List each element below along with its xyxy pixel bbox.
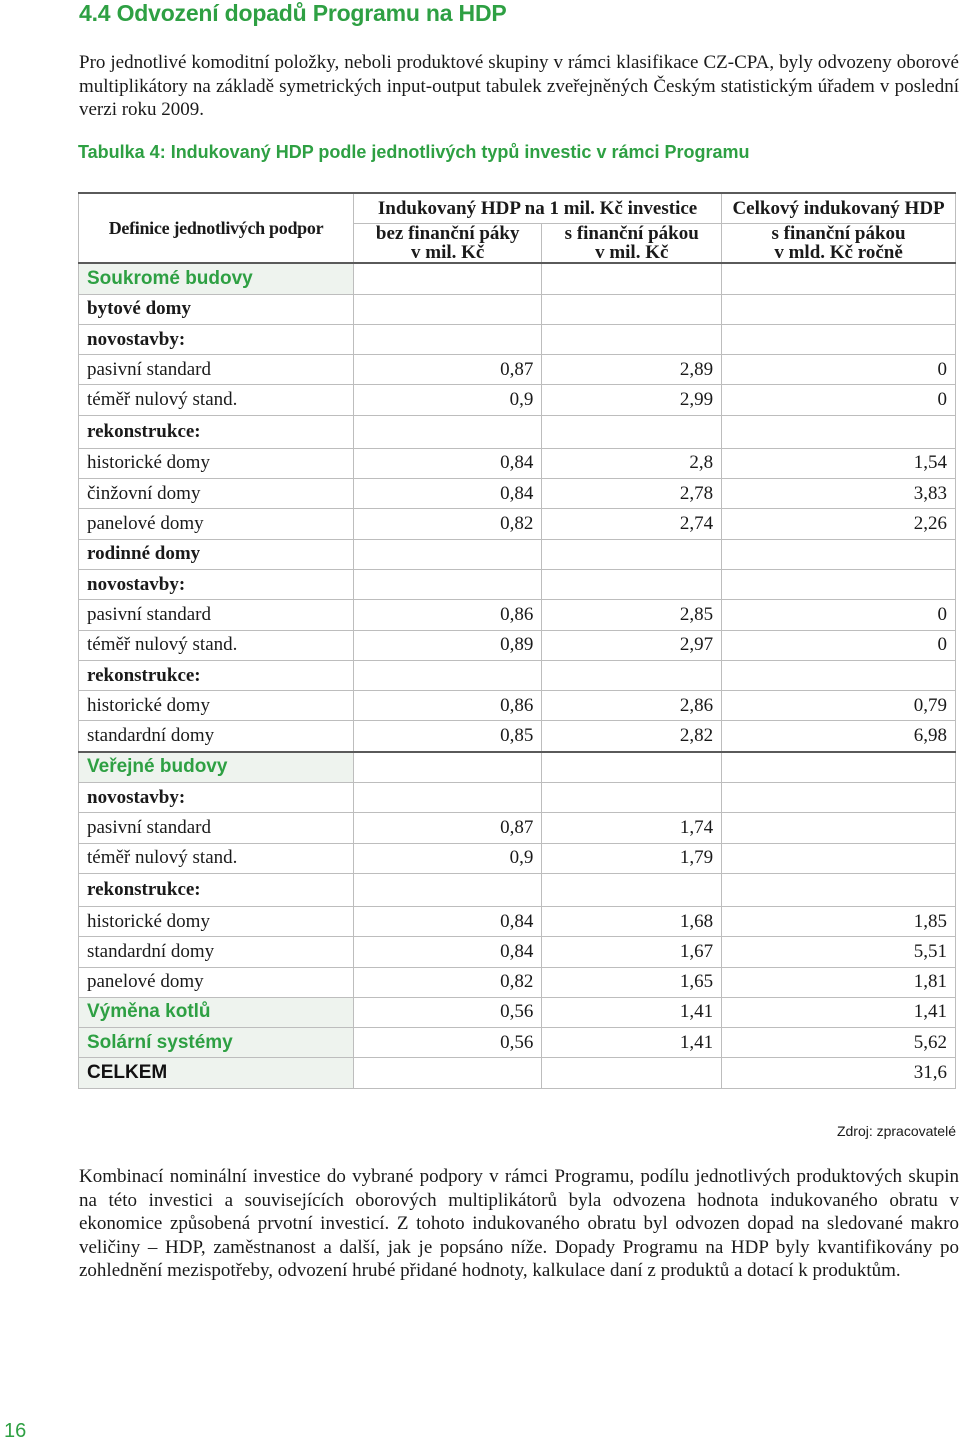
cell-b: 1,74 bbox=[542, 813, 722, 843]
cell-c: 5,62 bbox=[722, 1028, 956, 1058]
cell-c: 0 bbox=[722, 630, 956, 660]
table-row bbox=[79, 937, 956, 967]
table-row bbox=[79, 324, 956, 354]
cell-c: 6,98 bbox=[722, 721, 956, 752]
cell-c: 1,54 bbox=[722, 448, 956, 478]
cell-c: 3,83 bbox=[722, 479, 956, 509]
cell-b: 1,65 bbox=[542, 967, 722, 997]
row-label: téměř nulový stand. bbox=[79, 385, 354, 415]
cell-a: 0,56 bbox=[354, 997, 542, 1027]
row-label: panelové domy bbox=[79, 967, 354, 997]
cell-b bbox=[542, 324, 722, 354]
cell-c bbox=[722, 660, 956, 690]
row-label: Výměna kotlů bbox=[79, 997, 354, 1027]
cell-a bbox=[354, 873, 542, 906]
cell-b: 2,99 bbox=[542, 385, 722, 415]
cell-b: 1,41 bbox=[542, 997, 722, 1027]
cell-c bbox=[722, 843, 956, 873]
cell-a bbox=[354, 752, 542, 783]
cell-b bbox=[542, 873, 722, 906]
gdp-table bbox=[78, 192, 956, 1089]
cell-a: 0,84 bbox=[354, 479, 542, 509]
cell-a bbox=[354, 660, 542, 690]
cell-c bbox=[722, 569, 956, 599]
table-row bbox=[79, 630, 956, 660]
subheader-line: bez finanční páky bbox=[375, 223, 520, 245]
table-row bbox=[79, 967, 956, 997]
row-label: pasivní standard bbox=[79, 600, 354, 630]
cell-b bbox=[542, 569, 722, 599]
cell-c bbox=[722, 752, 956, 783]
row-label: rekonstrukce: bbox=[79, 873, 354, 906]
table-row bbox=[79, 355, 956, 385]
cell-a: 0,89 bbox=[354, 630, 542, 660]
cell-b bbox=[542, 1058, 722, 1088]
table-row bbox=[79, 691, 956, 721]
cell-c: 0 bbox=[722, 600, 956, 630]
cell-c bbox=[722, 539, 956, 569]
row-label: historické domy bbox=[79, 906, 354, 936]
table-body bbox=[79, 263, 956, 1088]
cell-b: 2,89 bbox=[542, 355, 722, 385]
table-row bbox=[79, 813, 956, 843]
cell-a: 0,84 bbox=[354, 906, 542, 936]
row-label: rekonstrukce: bbox=[79, 660, 354, 690]
row-label: historické domy bbox=[79, 691, 354, 721]
table-caption: Tabulka 4: Indukovaný HDP podle jednotlivých typů investic v rámci Programu bbox=[78, 142, 750, 162]
cell-a bbox=[354, 324, 542, 354]
subheader-line: s finanční pákou bbox=[564, 223, 699, 245]
row-label: téměř nulový stand. bbox=[79, 630, 354, 660]
table-row bbox=[79, 660, 956, 690]
cell-c: 0 bbox=[722, 355, 956, 385]
row-label: historické domy bbox=[79, 448, 354, 478]
subheader-unit: v mil. Kč bbox=[411, 242, 485, 264]
cell-a: 0,87 bbox=[354, 813, 542, 843]
table-row bbox=[79, 600, 956, 630]
column-group-header-total: Celkový indukovaný HDP bbox=[722, 193, 956, 224]
row-label: činžovní domy bbox=[79, 479, 354, 509]
table-row bbox=[79, 263, 956, 294]
cell-b: 2,85 bbox=[542, 600, 722, 630]
cell-a bbox=[354, 1058, 542, 1088]
cell-b: 2,97 bbox=[542, 630, 722, 660]
subheader-with-leverage bbox=[542, 224, 722, 264]
row-label: pasivní standard bbox=[79, 813, 354, 843]
cell-a: 0,86 bbox=[354, 691, 542, 721]
cell-a bbox=[354, 263, 542, 294]
cell-c: 2,26 bbox=[722, 509, 956, 539]
row-label: bytové domy bbox=[79, 294, 354, 324]
source-note: Zdroj: zpracovatelé bbox=[836, 1123, 956, 1139]
table-row bbox=[79, 721, 956, 752]
subheader-unit: v mil. Kč bbox=[595, 242, 669, 264]
cell-c: 1,81 bbox=[722, 967, 956, 997]
page-number: 16 bbox=[4, 1420, 27, 1442]
body-paragraph: Kombinací nominální investice do vybrané podpory v rámci Programu, podílu jednotlivých produktových skupin na této investici a souvisejících oborových multiplikátorů byla odvozena hodnota indukovaného obratu v ekonomice způsobená prvotní investicí. Z tohoto indukovaného obratu byl odvozen dopad na sledované makro veličiny – HDP, zaměstnanost a další, jak je popsáno níže. Dopady Programu na HDP byly kvantifikovány po zohlednění mezispotřeby, odvození hrubé přidané hodnoty, kalkulace daní z produktů a dotací k produktům. bbox=[79, 1166, 959, 1281]
section-heading: 4.4 Odvození dopadů Programu na HDP bbox=[79, 0, 507, 26]
table-row bbox=[79, 415, 956, 448]
row-label: rodinné domy bbox=[79, 539, 354, 569]
cell-a: 0,82 bbox=[354, 509, 542, 539]
cell-c bbox=[722, 813, 956, 843]
subheader-total-with-leverage bbox=[722, 224, 956, 264]
row-label: novostavby: bbox=[79, 783, 354, 813]
subheader-without-leverage bbox=[354, 224, 542, 264]
cell-b: 2,78 bbox=[542, 479, 722, 509]
cell-a: 0,85 bbox=[354, 721, 542, 752]
cell-c bbox=[722, 783, 956, 813]
cell-a: 0,82 bbox=[354, 967, 542, 997]
table-row bbox=[79, 509, 956, 539]
table-row bbox=[79, 1058, 956, 1088]
row-label: CELKEM bbox=[79, 1058, 354, 1088]
cell-c bbox=[722, 294, 956, 324]
row-label: Solární systémy bbox=[79, 1028, 354, 1058]
column-header-definition: Definice jednotlivých podpor bbox=[79, 193, 354, 263]
cell-b: 1,79 bbox=[542, 843, 722, 873]
cell-b: 1,68 bbox=[542, 906, 722, 936]
row-label: novostavby: bbox=[79, 324, 354, 354]
table-row bbox=[79, 783, 956, 813]
cell-b bbox=[542, 539, 722, 569]
intro-paragraph: Pro jednotlivé komoditní položky, neboli produktové skupiny v rámci klasifikace CZ-CPA, byly odvozeny oborové multiplikátory na základě symetrických input-output tabulek zveřejněných Českým statistickým úřadem v poslední verzi roku 2009. bbox=[79, 52, 959, 120]
cell-b: 2,86 bbox=[542, 691, 722, 721]
column-group-header-per-million: Indukovaný HDP na 1 mil. Kč investice bbox=[354, 193, 722, 224]
table-row bbox=[79, 997, 956, 1027]
cell-b: 2,8 bbox=[542, 448, 722, 478]
cell-b bbox=[542, 294, 722, 324]
cell-b bbox=[542, 660, 722, 690]
cell-a bbox=[354, 539, 542, 569]
table-row bbox=[79, 843, 956, 873]
cell-b: 1,41 bbox=[542, 1028, 722, 1058]
table-row bbox=[79, 569, 956, 599]
cell-b bbox=[542, 752, 722, 783]
cell-a: 0,56 bbox=[354, 1028, 542, 1058]
row-label: pasivní standard bbox=[79, 355, 354, 385]
cell-b bbox=[542, 415, 722, 448]
cell-c bbox=[722, 324, 956, 354]
cell-b: 2,82 bbox=[542, 721, 722, 752]
cell-b bbox=[542, 783, 722, 813]
row-label: Veřejné budovy bbox=[79, 752, 354, 783]
cell-a bbox=[354, 569, 542, 599]
cell-c: 1,41 bbox=[722, 997, 956, 1027]
table-row bbox=[79, 539, 956, 569]
row-label: Soukromé budovy bbox=[79, 263, 354, 294]
table-row bbox=[79, 385, 956, 415]
cell-a: 0,9 bbox=[354, 843, 542, 873]
table-row bbox=[79, 873, 956, 906]
subheader-line: s finanční pákou bbox=[771, 223, 906, 245]
cell-c: 0,79 bbox=[722, 691, 956, 721]
row-label: téměř nulový stand. bbox=[79, 843, 354, 873]
table-row bbox=[79, 906, 956, 936]
cell-a bbox=[354, 294, 542, 324]
cell-b bbox=[542, 263, 722, 294]
cell-b: 2,74 bbox=[542, 509, 722, 539]
cell-c: 31,6 bbox=[722, 1058, 956, 1088]
table-row bbox=[79, 752, 956, 783]
cell-c bbox=[722, 873, 956, 906]
cell-c bbox=[722, 415, 956, 448]
cell-a: 0,87 bbox=[354, 355, 542, 385]
table-row bbox=[79, 294, 956, 324]
cell-c bbox=[722, 263, 956, 294]
cell-a: 0,84 bbox=[354, 448, 542, 478]
cell-a bbox=[354, 783, 542, 813]
table-row bbox=[79, 1028, 956, 1058]
cell-a: 0,84 bbox=[354, 937, 542, 967]
cell-c: 1,85 bbox=[722, 906, 956, 936]
cell-b: 1,67 bbox=[542, 937, 722, 967]
row-label: standardní domy bbox=[79, 721, 354, 752]
table-row bbox=[79, 479, 956, 509]
cell-a: 0,86 bbox=[354, 600, 542, 630]
cell-c: 5,51 bbox=[722, 937, 956, 967]
cell-a: 0,9 bbox=[354, 385, 542, 415]
subheader-unit: v mld. Kč ročně bbox=[774, 242, 903, 264]
table-row bbox=[79, 448, 956, 478]
cell-a bbox=[354, 415, 542, 448]
row-label: novostavby: bbox=[79, 569, 354, 599]
row-label: standardní domy bbox=[79, 937, 354, 967]
row-label: rekonstrukce: bbox=[79, 415, 354, 448]
cell-c: 0 bbox=[722, 385, 956, 415]
row-label: panelové domy bbox=[79, 509, 354, 539]
